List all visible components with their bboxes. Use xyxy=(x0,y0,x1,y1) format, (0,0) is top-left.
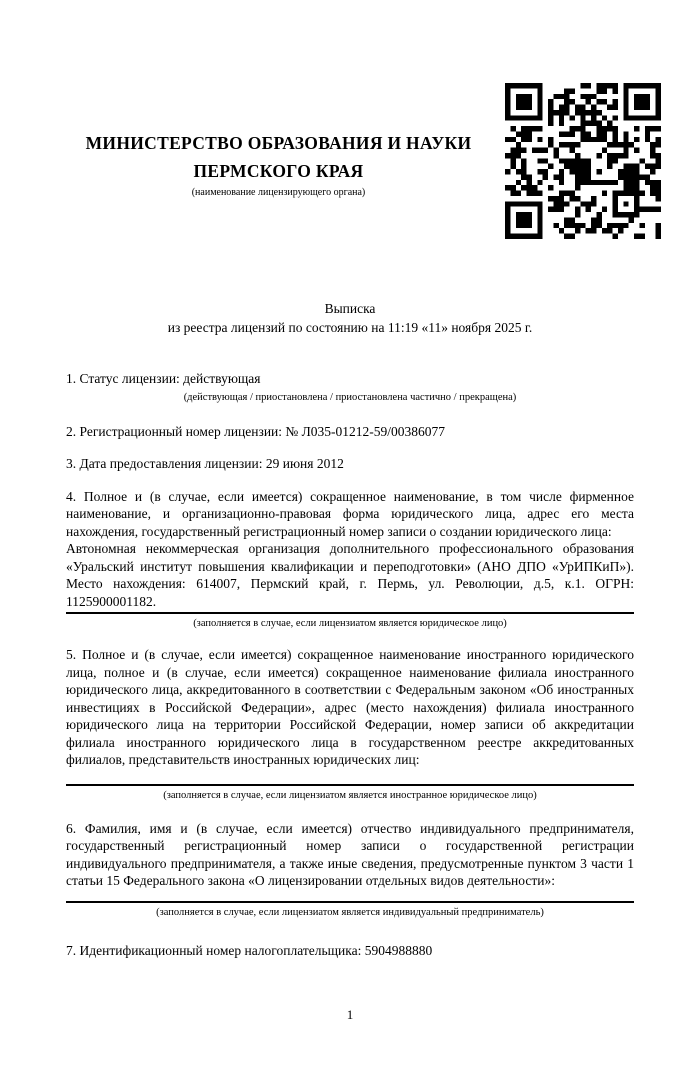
legal-entity-note: (заполняется в случае, если лицензиатом является юридическое лицо) xyxy=(193,618,507,629)
item-registration-number xyxy=(66,423,634,441)
title-line2: из реестра лицензий по состоянию на 11:19 «11» ноября 2025 г. xyxy=(167,319,533,335)
item-taxpayer-number xyxy=(66,942,634,960)
license-status-options-note: (действующая / приостановлена / приостановлена частично / прекращена) xyxy=(183,391,517,403)
item-legal-entity xyxy=(66,488,634,631)
ministry-name-line2: ПЕРМСКОГО КРАЯ xyxy=(193,161,364,181)
ministry-name-line1: МИНИСТЕРСТВО ОБРАЗОВАНИЯ И НАУКИ xyxy=(85,133,472,153)
registration-number-text: 2. Регистрационный номер лицензии: № Л035-01212-59/00386077 xyxy=(66,423,446,439)
qr-code-icon xyxy=(505,83,661,239)
licensing-authority-block xyxy=(66,83,505,200)
foreign-entity-note: (заполняется в случае, если лицензиатом является иностранное юридическое лицо) xyxy=(163,789,537,801)
entrepreneur-note: (заполняется в случае, если лицензиатом является индивидуальный предприниматель) xyxy=(156,906,544,918)
ministry-caption: (наименование лицензирующего органа) xyxy=(191,187,366,198)
entrepreneur-label: 6. Фамилия, имя и (в случае, если имеется) отчество индивидуального предпринимателя, государственный регистрационный номер записи о государственной регистрации индивидуального предпринимателя, а также иные сведения, предусмотренные пунктом 3 части 1 статьи 15 Федерального закона «О лицензировании отдельных видов деятельности»: xyxy=(66,820,634,888)
legal-entity-label: 4. Полное и (в случае, если имеется) сокращенное наименование, в том числе фирменное наименование, и организационно-правовая форма юридического лица, адрес его места нахождения, государственный регистрационный номер записи о создании юридического лица: xyxy=(66,488,634,539)
foreign-entity-value xyxy=(66,769,634,786)
license-status-text: 1. Статус лицензии: действующая xyxy=(66,371,261,386)
taxpayer-number-text: 7. Идентификационный номер налогоплательщика: 5904988880 xyxy=(66,942,433,958)
document-header xyxy=(0,83,700,239)
foreign-entity-label: 5. Полное и (в случае, если имеется) сокращенное наименование иностранного юридического лица, полное и (в случае, если имеется) сокращенное наименование филиала иностранного юридического лица, аккредитованного в соответствии с Федеральным законом «Об иностранных инвестициях в Российской Федерации», адрес (место нахождения) филиала иностранного юридического лица на территории Российской Федерации, номер записи об аккредитации филиала иностранного юридического лица в государственном реестре аккредитованных филиалов, представительств иностранных юридических лиц: xyxy=(66,647,634,767)
license-extract-page xyxy=(0,83,700,1072)
license-date-text: 3. Дата предоставления лицензии: 29 июня 2012 xyxy=(66,456,344,471)
item-license-date xyxy=(66,455,634,473)
item-license-status xyxy=(66,370,634,404)
document-body xyxy=(0,370,700,959)
item-foreign-entity xyxy=(66,646,634,802)
page-number: 1 xyxy=(346,1007,354,1022)
title-line1: Выписка xyxy=(324,301,376,316)
document-title xyxy=(0,300,700,337)
entrepreneur-value xyxy=(66,890,634,903)
legal-entity-value: Автономная некоммерческая организация дополнительного профессионального образования «Уральский институт повышения квалификации и переподготовки» (АНО ДПО «УрИПКиП»). Место нахождения: 614007, Пермский край, г. Пермь, ул. Революции, д.5, к.1. ОГРН: 1125900001182. xyxy=(66,540,634,614)
item-individual-entrepreneur xyxy=(66,820,634,919)
